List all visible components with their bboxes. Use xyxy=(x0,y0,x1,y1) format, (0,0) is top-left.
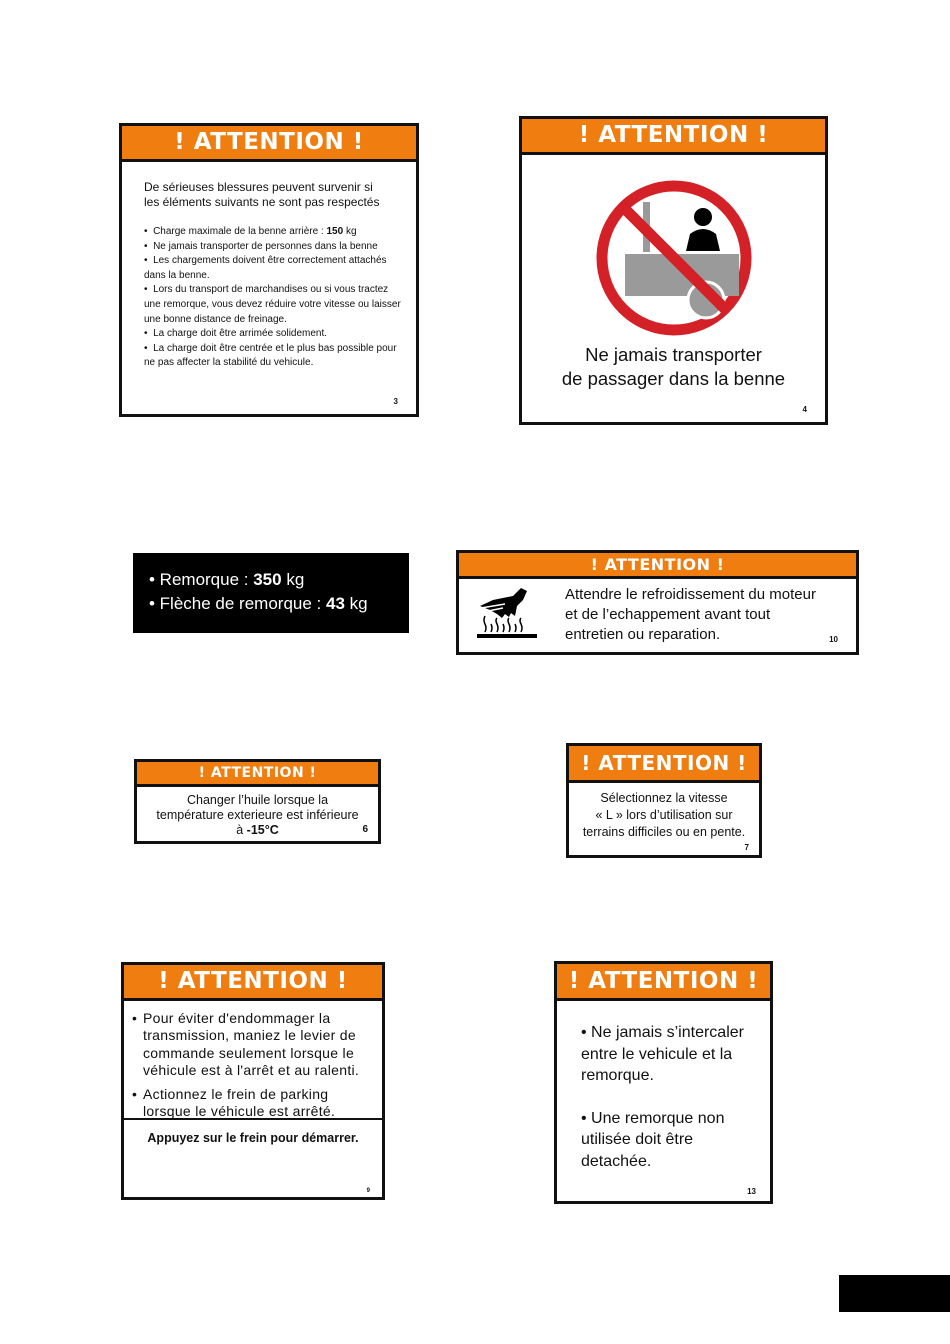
rule-list xyxy=(144,225,406,371)
label-header: ! ATTENTION ! xyxy=(124,965,382,1001)
trailer-capacity-plate xyxy=(133,553,409,633)
label-header: ! ATTENTION ! xyxy=(122,126,416,162)
label-text: Attendre le refroidissement du moteur et de l’echappement avant tout entretien ou reparation. xyxy=(565,586,816,643)
list-item: • Actionnez le frein de parking lorsque le véhicule est arrêté. xyxy=(132,1085,336,1120)
divider xyxy=(124,1118,382,1120)
warning-label-transmission xyxy=(121,962,385,1200)
drawbar-weight-line: • Flèche de remorque : 43 kg xyxy=(149,594,368,613)
label-caption: Ne jamais transporter de passager dans la benne xyxy=(561,344,786,389)
label-number: 13 xyxy=(747,1187,756,1196)
label-number: 6 xyxy=(362,824,368,835)
warning-label-load-rules xyxy=(119,123,419,417)
no-passenger-in-bed-icon xyxy=(593,177,755,339)
warning-label-low-gear xyxy=(566,743,762,858)
label-header: ! ATTENTION ! xyxy=(569,746,759,783)
label-number: 9 xyxy=(366,1188,370,1194)
label-number: 4 xyxy=(802,405,807,414)
list-item: • La charge doit être arrimée solidement. xyxy=(144,328,328,340)
label-header: ! ATTENTION ! xyxy=(557,964,770,1001)
warning-label-oil-change xyxy=(134,759,381,844)
label-header: ! ATTENTION ! xyxy=(137,762,378,787)
label-intro: De sérieuses blessures peuvent survenir si les éléments suivants ne sont pas respectés xyxy=(144,180,380,209)
instruction-list xyxy=(132,1010,380,1120)
label-footer: Appuyez sur le frein pour démarrer. xyxy=(147,1131,359,1145)
label-text: Changer l’huile lorsque la température exterieure est inférieure à -15°C xyxy=(156,793,359,837)
warning-label-trailer-safety xyxy=(554,961,773,1204)
trailer-weight-line: • Remorque : 350 kg xyxy=(149,570,305,589)
label-header: ! ATTENTION ! xyxy=(459,553,856,579)
label-text: Sélectionnez la vitesse « L » lors d’utilisation sur terrains difficiles ou en pente. xyxy=(582,791,746,839)
label-number: 10 xyxy=(829,635,838,644)
list-item: • Charge maximale de la benne arrière : 150 kg xyxy=(144,226,357,237)
label-number: 3 xyxy=(393,397,398,406)
page-corner-tab xyxy=(839,1275,950,1312)
warning-label-hot-engine xyxy=(456,550,859,655)
list-item: • Les chargements doivent être correctement attachés dans la benne. xyxy=(144,255,387,281)
list-item: • La charge doit être centrée et le plus bas possible pour ne pas affecter la stabilité du vehicule. xyxy=(144,342,397,369)
list-item: • Lors du transport de marchandises ou si vous tractez une remorque, vous devez réduire votre vitesse ou laisser une bonne distance de freinage. xyxy=(144,284,401,325)
label-header: ! ATTENTION ! xyxy=(522,119,825,155)
list-item: • Une remorque non utilisée doit être detachée. xyxy=(581,1109,725,1170)
label-number: 7 xyxy=(744,843,749,852)
warning-label-no-passenger xyxy=(519,116,828,425)
list-item: • Ne jamais transporter de personnes dans la benne xyxy=(144,240,378,252)
instruction-list xyxy=(581,1022,766,1172)
list-item: • Ne jamais s’intercaler entre le vehicule et la remorque. xyxy=(581,1024,744,1084)
hot-surface-hand-icon xyxy=(475,586,541,644)
list-item: • Pour éviter d'endommager la transmission, maniez le levier de commande seulement lorsque le véhicule est à l'arrêt et au ralenti. xyxy=(132,1010,360,1079)
